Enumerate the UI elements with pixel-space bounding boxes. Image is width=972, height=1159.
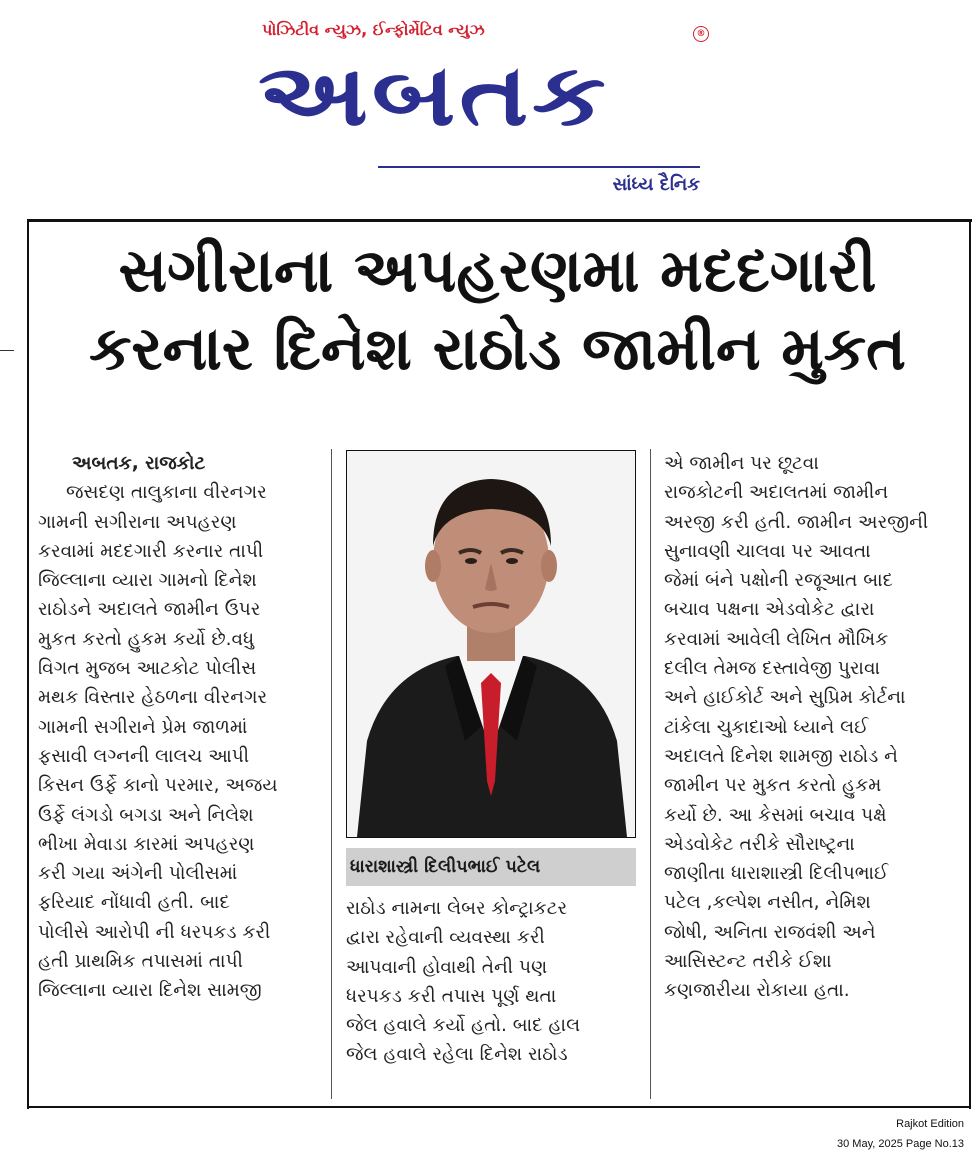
text-line: દલીલ તેમજ દસ્તાવેજી પુરાવા (664, 658, 880, 680)
headline-line-1: સગીરાના અપહરણમા મદદગારી (118, 236, 877, 306)
text-line: ભીખા મેવાડા કારમાં અપહરણ (38, 833, 255, 855)
text-line: ઉર્ફે લંગડો બગડા અને નિલેશ (38, 804, 254, 826)
text-line: હતી પ્રાથમિક તપાસમાં તાપી (38, 951, 243, 973)
edition-footer (744, 1114, 964, 1154)
text-line: આપવાની હોવાથી તેની પણ (346, 956, 548, 978)
masthead-subtitle: સાંધ્ય દૈનિક (612, 174, 700, 195)
text-line: પોલીસે આરોપી ની ધરપકડ કરી (38, 921, 271, 943)
text-line: અદાલતે દિનેશ શામજી રાઠોડ ને (664, 745, 898, 767)
column-divider (650, 449, 651, 1099)
text-line: ફરિયાદ નોંધાવી હતી. બાદ (38, 892, 230, 914)
column-divider (331, 449, 332, 1099)
text-line: કિસન ઉર્ફે કાનો પરમાર, અજય (38, 775, 278, 797)
article-headline (30, 232, 965, 388)
article-column-1 (38, 449, 320, 1006)
text-line: પટેલ ,કલ્પેશ નસીત, નેમિશ (664, 892, 871, 914)
text-line: એડવોકેટ તરીકે સૌરાષ્ટ્રના (664, 833, 855, 855)
text-line: કણજારીયા રોકાયા હતા. (664, 980, 850, 1002)
text-line: જામીન પર મુકત કરતો હુકમ (664, 775, 882, 797)
text-line: એ જામીન પર છૂટવા (664, 453, 819, 474)
headline-line-2: કરનાર દિનેશ રાઠોડ જામીન મુકત (89, 314, 906, 384)
article-frame-left (27, 219, 29, 1109)
registered-mark-icon: ® (693, 26, 709, 42)
text-line: ધરપકડ કરી તપાસ પૂર્ણ થતા (346, 985, 557, 1007)
text-line: સુનાવણી ચાલવા પર આવતા (664, 540, 871, 562)
text-line: અરજી કરી હતી. જામીન અરજીની (664, 511, 929, 533)
article-frame-top (27, 219, 972, 222)
text-line: ગામની સગીરાને પ્રેમ જાળમાં (38, 716, 248, 738)
text-line: કર્યો છે. આ કેસમાં બચાવ પક્ષે (664, 804, 887, 826)
masthead-tagline: પોઝિટીવ ન્યુઝ, ઈન્ફોર્મેટિવ ન્યુઝ (262, 20, 485, 39)
text-line: જસદણ તાલુકાના વીરનગર (66, 482, 267, 504)
text-line: વિગત મુજબ આટકોટ પોલીસ (38, 658, 257, 680)
article-column-2 (346, 894, 636, 1070)
text-line: જોષી, અનિતા રાજવંશી અને (664, 921, 876, 943)
article-frame-right (969, 219, 971, 1109)
text-line: ગામની સગીરાના અપહરણ (38, 511, 237, 533)
text-line: આસિસ્ટન્ટ તરીકે ઈશા (664, 951, 832, 973)
text-line: મુકત કરતો હુકમ કર્યો છે.વધુ (38, 628, 255, 650)
text-line: ટાંકેલા ચુકાદાઓ ધ્યાને લઈ (664, 716, 869, 738)
edition-name: Rajkot Edition (896, 1118, 964, 1130)
text-line: કરવામાં આવેલી લેખિત મૌખિક (664, 628, 889, 650)
text-line: જિલ્લાના વ્યારા દિનેશ સામજી (38, 980, 262, 1002)
text-line: જેમાં બંને પક્ષોની રજૂઆત બાદ (664, 570, 893, 592)
text-line: રાજકોટની અદાલતમાં જામીન (664, 482, 889, 504)
text-line: જાણીતા ધારાશાસ્ત્રી દિલીપભાઈ (664, 863, 889, 885)
photo-caption: ધારાશાસ્ત્રી દિલીપભાઈ પટેલ (346, 848, 636, 886)
text-line: ફસાવી લગ્નની લાલચ આપી (38, 745, 250, 767)
text-line: કરી ગયા અંગેની પોલીસમાં (38, 863, 238, 885)
newspaper-logo: અબતક (258, 44, 610, 145)
date-page: 30 May, 2025 Page No.13 (837, 1138, 964, 1150)
text-line: જેલ હવાલે રહેલા દિનેશ રાઠોડ (346, 1044, 568, 1066)
logo-underline (378, 166, 700, 168)
text-line: બચાવ પક્ષના એડવોકેટ દ્વારા (664, 599, 875, 621)
text-line: રાઠોડ નામના લેબર કોન્ટ્રાકટર (346, 898, 568, 919)
article-frame-bottom (27, 1106, 971, 1108)
dateline: અબતક, રાજકોટ (72, 453, 206, 474)
text-line: અને હાઈકોર્ટ અને સુપ્રિમ કોર્ટના (664, 687, 906, 709)
text-line: રાઠોડને અદાલતે જામીન ઉપર (38, 599, 261, 621)
text-line: જિલ્લાના વ્યારા ગામનો દિનેશ (38, 570, 257, 592)
portrait-photo (346, 450, 636, 838)
masthead (0, 0, 972, 215)
text-line: કરવામાં મદદગારી કરનાર તાપી (38, 540, 264, 562)
article-column-3 (664, 449, 964, 1006)
text-line: જેલ હવાલે કર્યો હતો. બાદ હાલ (346, 1015, 581, 1037)
margin-tick (0, 350, 14, 351)
text-line: મથક વિસ્તાર હેઠળના વીરનગર (38, 687, 268, 709)
text-line: દ્વારા રહેવાની વ્યવસ્થા કરી (346, 927, 545, 949)
portrait-illustration (347, 451, 635, 837)
